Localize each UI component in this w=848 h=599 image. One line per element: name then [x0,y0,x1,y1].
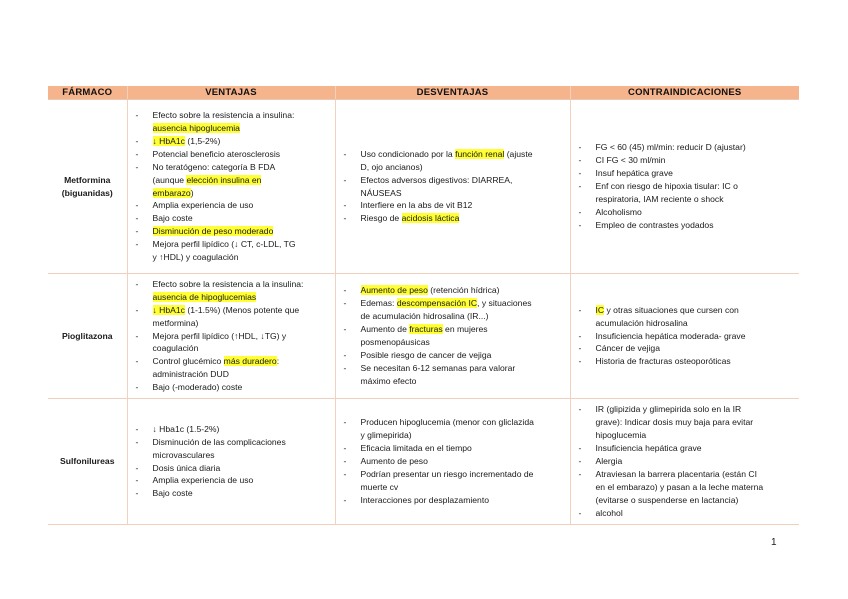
item-text: Posible riesgo de cancer de vejiga [360,349,492,360]
item-text: NÁUSEAS [360,187,402,198]
highlighted-text: Aumento de peso [360,285,428,296]
desventajas-list [339,148,567,225]
highlighted-text: ↓ HbA1c [152,135,185,146]
list-item [131,199,332,212]
item-text: (retención hídrica) [427,285,500,296]
item-text: Cáncer de vejiga [595,343,660,354]
item-text: administración DUD [152,369,229,380]
highlighted-text: IC [595,304,605,315]
item-text: Riesgo de [360,213,402,224]
highlighted-text: más duradero [223,356,277,367]
list-item [574,403,797,442]
list-item [339,174,567,200]
item-text: Producen hipoglucemia (menor con gliclazida [360,417,534,428]
list-item [131,330,332,356]
list-item [131,109,332,135]
list-item [339,494,567,507]
item-text: Disminución de las complicaciones [152,436,286,447]
list-item [574,167,797,180]
contraindicaciones-cell [570,100,799,274]
item-text: (1-1.5%) (Menos potente que [184,304,300,315]
contraindicaciones-list [574,141,797,231]
item-text: Atraviesan la barrera placentaria (están CI [595,468,757,479]
item-text: grave): Indicar dosis muy baja para evitar [595,417,754,428]
item-text: Interacciones por desplazamiento [360,494,490,505]
list-item [339,349,567,362]
item-text: metformina) [152,317,199,328]
item-text: Bajo coste [152,213,193,224]
list-item [339,442,567,455]
list-item [339,468,567,494]
item-text: Insuficiencia hepática moderada- grave [595,330,746,341]
list-item [574,342,797,355]
list-item [131,304,332,330]
item-text: máximo efecto [360,375,417,386]
header-ventajas: VENTAJAS [127,86,335,100]
ventajas-cell [127,100,335,274]
item-text: Podrían presentar un riesgo incrementado de [360,468,534,479]
item-text: Interfiere en la abs de vit B12 [360,200,473,211]
list-item [574,141,797,154]
list-item [131,278,332,304]
page-number: 1 [771,537,777,548]
highlighted-text: ausencia de hipoglucemias [152,291,257,302]
ventajas-list [131,109,332,264]
list-item [131,436,332,462]
ventajas-list [131,423,332,500]
desventajas-list [339,284,567,387]
item-text: en el embarazo) y pasan a la leche materna [595,481,764,492]
list-item [574,330,797,343]
desventajas-list [339,416,567,506]
item-text: Bajo (-moderado) coste [152,382,243,393]
list-item [131,487,332,500]
item-text: Efecto sobre la resistencia a la insulina: [152,278,304,289]
item-text: Mejora perfil lipídico (↓ CT, c-LDL, TG [152,239,296,250]
item-text: Empleo de contrastes yodados [595,219,714,230]
drug-name: Sulfonilureas [60,456,115,467]
highlighted-text: función renal [455,148,505,159]
item-text: D, ojo ancianos) [360,161,423,172]
highlighted-text: ↓ HbA1c [152,304,185,315]
ventajas-cell [127,399,335,525]
item-text: (1,5-2%) [184,135,221,146]
item-text: Control glucémico [152,356,224,367]
item-text: posmenopáusicas [360,337,430,347]
item-text: No teratógeno: categoría B FDA [152,161,276,172]
list-item [339,212,567,225]
list-item [574,455,797,468]
drug-name: Metformina [64,174,111,185]
item-text: Edemas: [360,298,397,309]
list-item [131,381,332,394]
drug-name: Pioglitazona [61,330,113,341]
list-item [131,135,332,148]
drug-class: (biguanidas) [61,187,113,198]
drug-name-cell [48,399,127,525]
item-text: Amplia experiencia de uso [152,475,254,486]
item-text: muerte cv [360,481,399,492]
item-text: Aumento de [360,324,410,335]
header-farmaco: FÁRMACO [48,86,127,100]
desventajas-cell [335,399,570,525]
list-item [574,154,797,167]
list-item [574,206,797,219]
list-item [131,148,332,161]
list-item [131,212,332,225]
item-text: Alcoholismo [595,206,642,217]
contraindicaciones-cell [570,399,799,525]
item-text: Alergia [595,456,623,467]
item-text: Historia de fracturas osteoporóticas [595,356,731,367]
item-text: (evitarse o suspenderse en lactancia) [595,494,739,505]
table-row [48,274,799,399]
item-text: FG < 60 (45) ml/min: reducir D (ajustar) [595,142,746,153]
list-item [574,304,797,330]
header-contraindicaciones: CONTRAINDICACIONES [570,86,799,100]
item-text: Se necesitan 6-12 semanas para valorar [360,362,516,373]
highlighted-text: fracturas [409,324,443,335]
list-item [574,442,797,455]
item-text: y otras situaciones que cursen con [604,304,739,315]
item-text: Aumento de peso [360,456,428,467]
desventajas-cell [335,100,570,274]
item-text: ↓ Hba1c (1.5-2%) [152,423,220,434]
desventajas-cell [335,274,570,399]
highlighted-text: ausencia hipoglucemia [152,122,240,133]
list-item [131,238,332,264]
list-item [339,284,567,297]
contraindicaciones-cell [570,274,799,399]
item-text: de acumulación hidrosalina (IR...) [360,311,489,322]
list-item [339,362,567,388]
list-item [131,474,332,487]
list-item [339,416,567,442]
table-row [48,399,799,525]
item-text: Insuficiencia hepática grave [595,443,702,454]
list-item [339,323,567,349]
list-item [339,148,567,174]
item-text: Efectos adversos digestivos: DIARREA, [360,174,513,185]
table-row [48,100,799,274]
table-header-row [48,86,799,100]
item-text: respiratoria, IAM reciente o shock [595,193,724,204]
list-item [339,199,567,212]
highlighted-text: embarazo [152,187,191,198]
item-text: alcohol [595,507,623,518]
item-text: Dosis única diaria [152,462,221,473]
item-text: acumulación hidrosalina [595,317,688,328]
list-item [131,225,332,238]
list-item [131,462,332,475]
header-desventajas: DESVENTAJAS [335,86,570,100]
item-text: Bajo coste [152,488,193,499]
contraindicaciones-list [574,403,797,519]
list-item [131,355,332,381]
highlighted-text: descompensación IC [396,298,478,309]
list-item [131,423,332,436]
item-text: Potencial beneficio aterosclerosis [152,148,281,159]
highlighted-text: acidosis láctica [401,213,460,224]
item-text: y glimepirida) [360,430,412,441]
list-item [339,455,567,468]
item-text: Amplia experiencia de uso [152,200,254,211]
item-text: Mejora perfil lipídico (↑HDL, ↓TG) y [152,330,287,341]
item-text: CI FG < 30 ml/min [595,155,666,166]
item-text: microvasculares [152,449,215,460]
item-text: Efecto sobre la resistencia a insulina: [152,110,295,121]
item-text: y ↑HDL) y coagulación [152,252,239,263]
item-text: IR (glipizida y glimepirida solo en la IR [595,404,742,415]
list-item [574,507,797,520]
item-text: Eficacia limitada en el tiempo [360,443,472,454]
item-text: , y situaciones [477,298,532,309]
item-text: : [276,356,280,367]
highlighted-text: Disminución de peso moderado [152,226,274,237]
drug-name-cell [48,274,127,399]
item-text: Uso condicionado por la [360,148,456,159]
item-text: (aunque [152,174,187,185]
drug-comparison-table [48,86,799,525]
list-item [339,297,567,323]
ventajas-list [131,278,332,394]
list-item [574,180,797,206]
list-item [574,355,797,368]
item-text: ) [190,187,194,198]
contraindicaciones-list [574,304,797,369]
item-text: Insuf hepática grave [595,168,673,179]
drug-name-cell [48,100,127,274]
item-text: coagulación [152,343,199,354]
list-item [131,161,332,200]
ventajas-cell [127,274,335,399]
item-text: hipoglucemia [595,430,647,441]
item-text: en mujeres [442,324,488,335]
list-item [574,468,797,507]
list-item [574,219,797,232]
item-text: (ajuste [504,148,533,159]
item-text: Enf con riesgo de hipoxia tisular: IC o [595,181,738,192]
highlighted-text: elección insulina en [186,174,262,185]
